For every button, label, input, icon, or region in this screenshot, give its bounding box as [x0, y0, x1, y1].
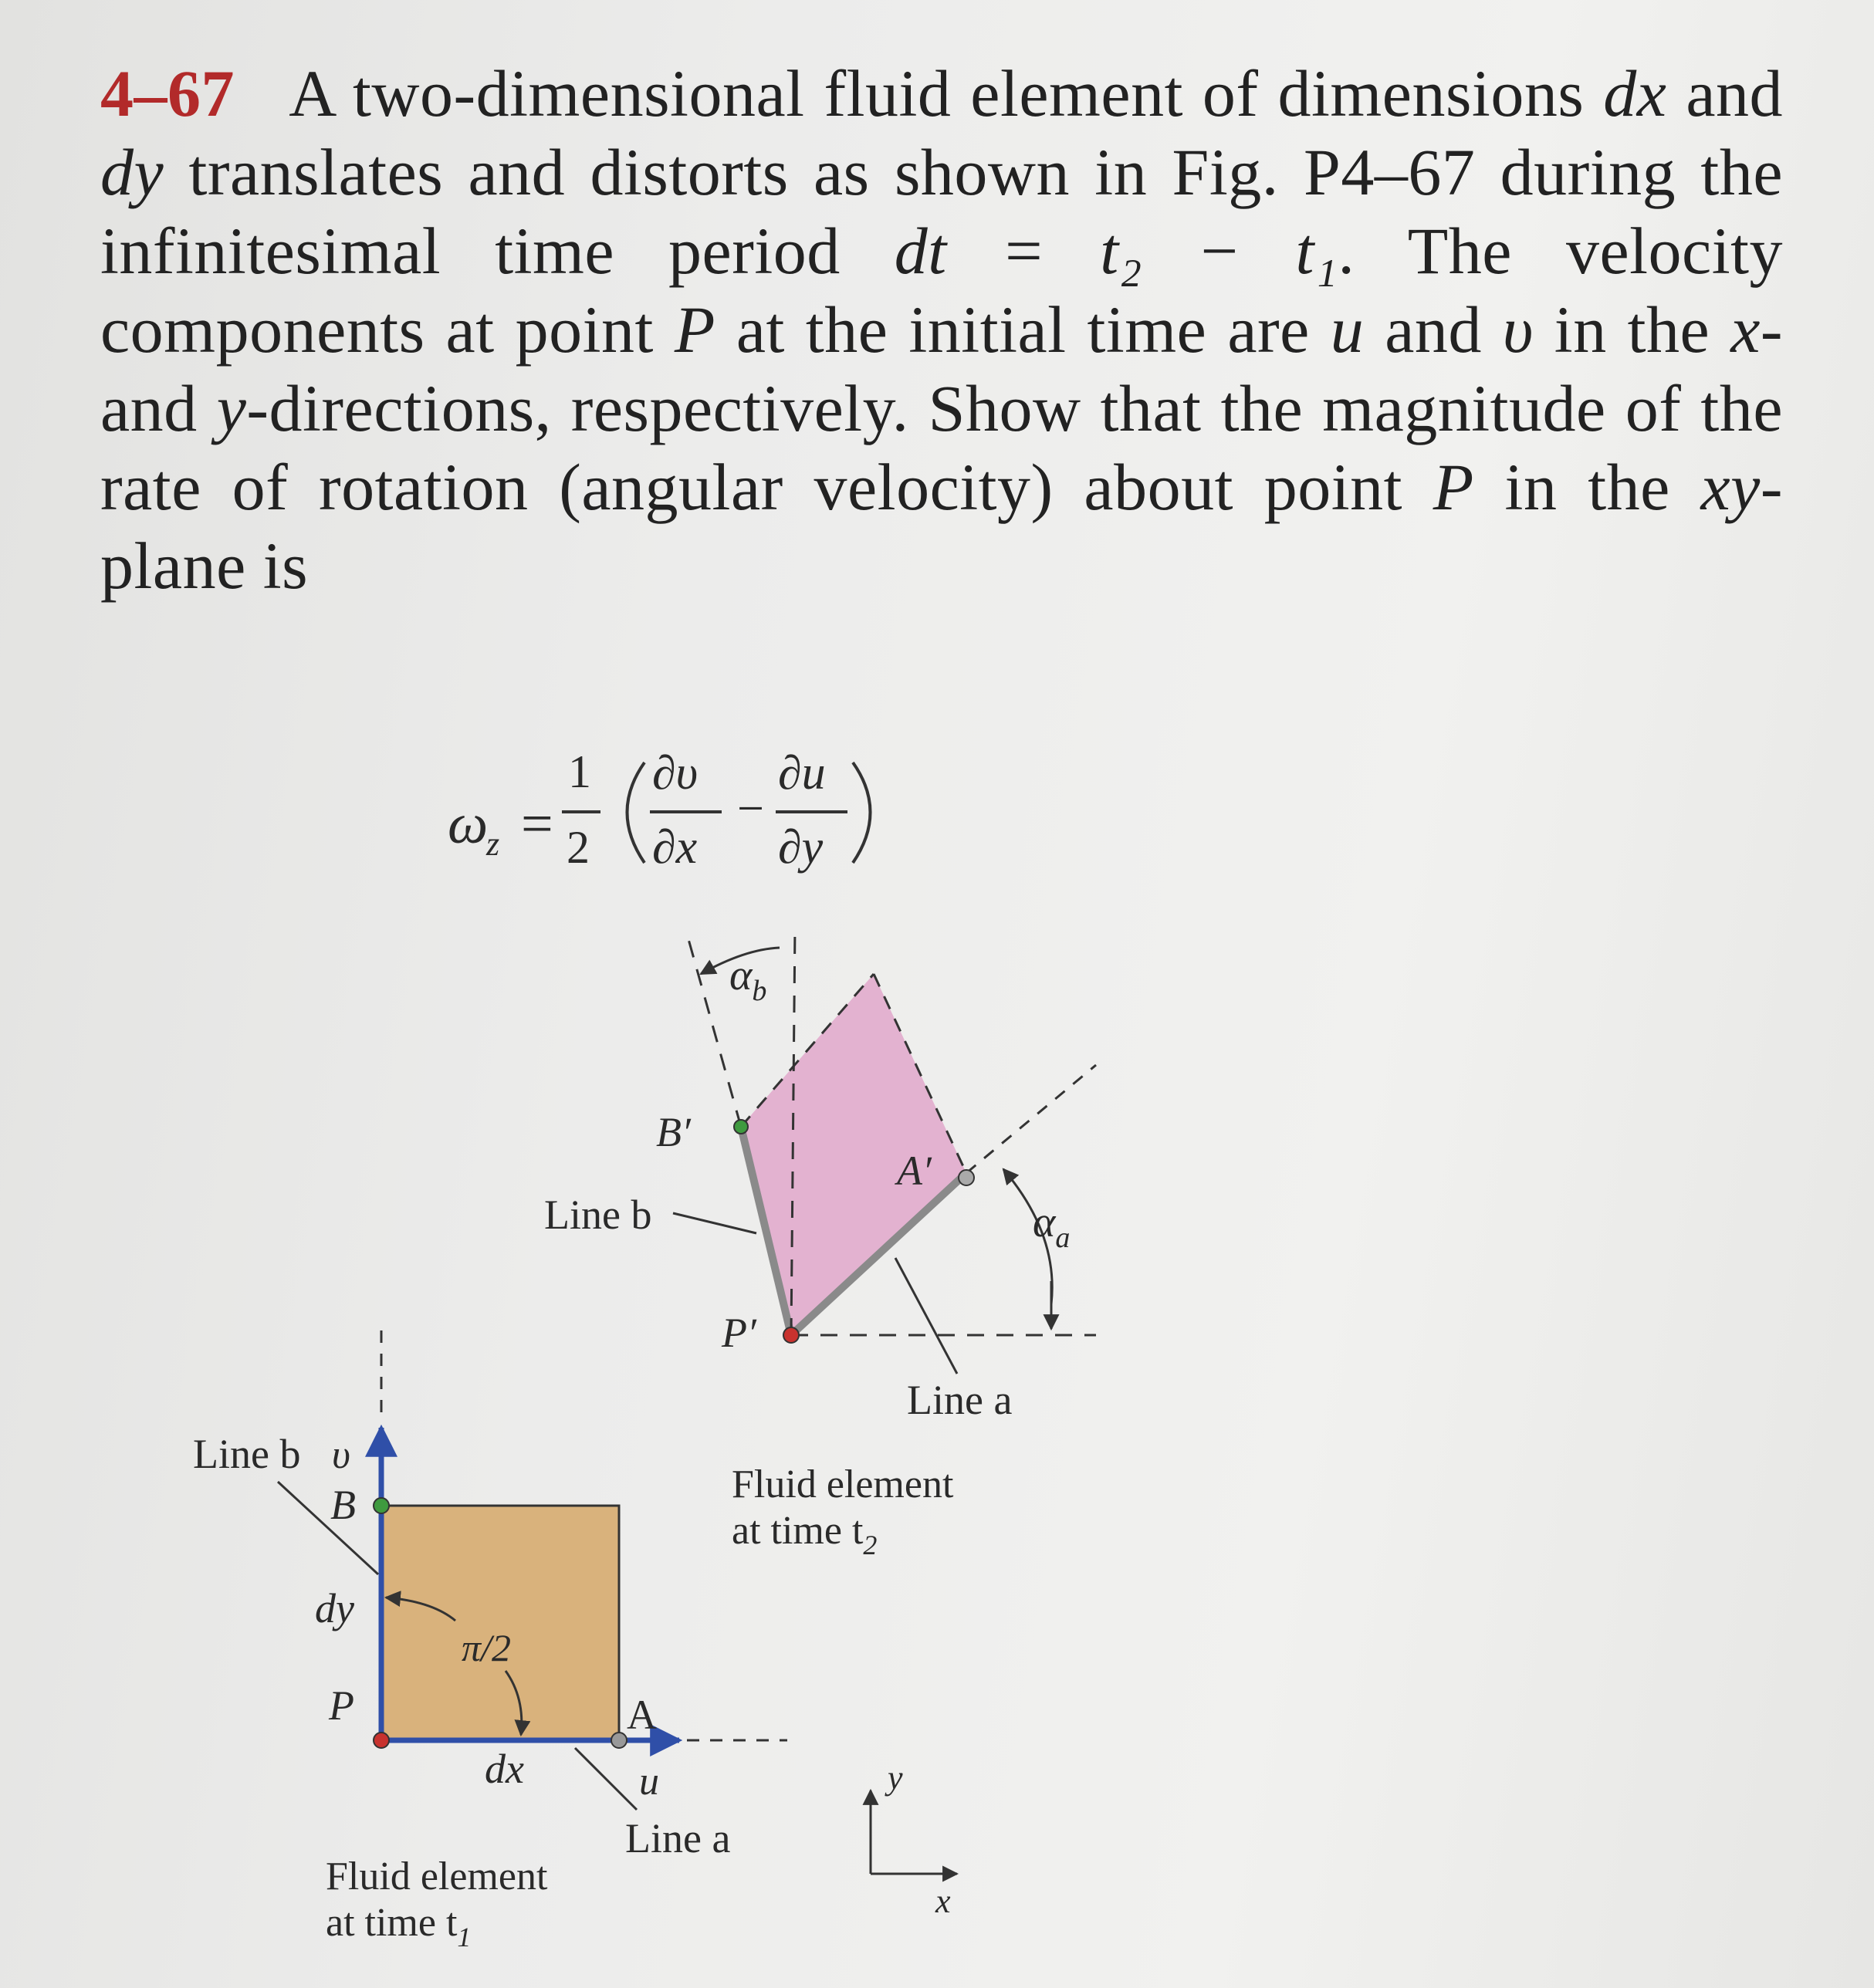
line-a-label: Line a	[625, 1815, 731, 1861]
time-t2-text: at time t	[732, 1509, 864, 1553]
point-P-prime	[783, 1327, 799, 1343]
line-a-extension	[966, 1065, 1096, 1173]
alpha-b-subscript: b	[752, 975, 767, 1007]
omega-symbol: ω	[448, 793, 489, 856]
var-x: x	[1730, 292, 1761, 367]
problem-text: and	[1666, 56, 1783, 130]
x-axis-label: x	[935, 1882, 951, 1920]
var-v: υ	[1502, 292, 1534, 367]
time-t1-text: at time t	[326, 1901, 458, 1945]
coordinate-axes	[871, 1759, 957, 1920]
problem-text: -directions, respectively. Show that the magnitude of the rate of rotation (angular velocity) about point	[100, 371, 1784, 524]
var-dy: dy	[100, 135, 164, 209]
point-A-prime	[959, 1170, 974, 1185]
time-t1-subscript: 1	[457, 1922, 472, 1952]
alpha-b-label	[729, 952, 766, 1007]
point-B	[374, 1498, 389, 1513]
fluid-element-t2	[544, 926, 1096, 1560]
P-prime-label: P′	[722, 1310, 756, 1356]
problem-text: translates and distorts as shown in Fig. P4–67 during the infinitesimal time period	[100, 135, 1783, 288]
term1-denominator: ∂x	[652, 821, 698, 874]
pi-over-2-label: π/2	[462, 1626, 511, 1669]
dx-label: dx	[485, 1746, 524, 1792]
term2-numerator: ∂u	[778, 747, 826, 800]
u-label: u	[639, 1760, 659, 1804]
problem-text: and	[1364, 292, 1503, 367]
problem-text: A two-dimensional fluid element of dimensions	[273, 56, 1604, 130]
var-dx: dx	[1603, 56, 1667, 130]
problem-text: in the	[1473, 450, 1701, 524]
problem-text: at the initial time are	[715, 292, 1331, 367]
angular-velocity-equation	[448, 746, 871, 874]
problem-text: - and	[100, 292, 1783, 445]
point-P	[374, 1733, 389, 1748]
left-paren	[627, 762, 645, 863]
leader-line-a	[575, 1748, 637, 1810]
alpha-a-subscript: a	[1055, 1222, 1071, 1254]
var-P: P	[1433, 450, 1474, 524]
v-label: υ	[332, 1433, 350, 1477]
B-label: B	[330, 1482, 356, 1528]
equals-sign: =	[521, 793, 553, 856]
line-b-label: Line b	[193, 1431, 301, 1477]
point-B-prime	[734, 1120, 748, 1134]
A-prime-label: A′	[897, 1148, 932, 1194]
time-period-expr: dt = t₂ − t₁	[894, 214, 1338, 288]
alpha-a-label	[1033, 1199, 1070, 1254]
point-A	[611, 1733, 627, 1748]
line-b-label-t2: Line b	[544, 1192, 652, 1238]
var-P: P	[674, 292, 715, 367]
fluid-element-t1	[193, 1324, 787, 1952]
A-label: A	[627, 1692, 657, 1738]
minus-sign: −	[737, 783, 764, 835]
y-axis-label: y	[888, 1759, 903, 1797]
var-u: u	[1330, 292, 1365, 367]
problem-text: -plane is	[100, 450, 1783, 603]
time-t2-subscript: 2	[863, 1530, 878, 1560]
fluid-element-t1-caption-time	[326, 1901, 471, 1952]
fluid-element-t2-caption: Fluid element	[732, 1462, 954, 1506]
problem-text: . The velocity components at point	[100, 214, 1784, 367]
P-label: P	[329, 1682, 354, 1729]
half-denominator: 2	[567, 822, 590, 873]
term1-numerator: ∂υ	[652, 747, 699, 800]
problem-number: 4–67	[100, 56, 235, 130]
term2-denominator: ∂y	[778, 821, 824, 874]
leader-line-b	[278, 1482, 378, 1574]
fluid-element-t2-caption-time	[732, 1509, 877, 1560]
alpha-b-symbol: α	[729, 952, 753, 999]
right-paren	[853, 762, 871, 863]
half-numerator: 1	[568, 746, 591, 797]
omega-subscript: z	[486, 825, 500, 863]
var-y: y	[216, 371, 247, 445]
dy-label: dy	[315, 1585, 354, 1631]
problem-text: in the	[1533, 292, 1731, 367]
line-a-leader-t2	[895, 1258, 957, 1374]
fluid-element-t1-caption: Fluid element	[326, 1854, 548, 1898]
line-a-label-t2: Line a	[907, 1377, 1013, 1423]
alpha-a-symbol: α	[1033, 1199, 1056, 1246]
line-b-leader-t2	[673, 1213, 756, 1233]
B-prime-label: B′	[656, 1109, 691, 1155]
var-xy: xy	[1700, 450, 1761, 524]
square-element	[381, 1506, 619, 1740]
